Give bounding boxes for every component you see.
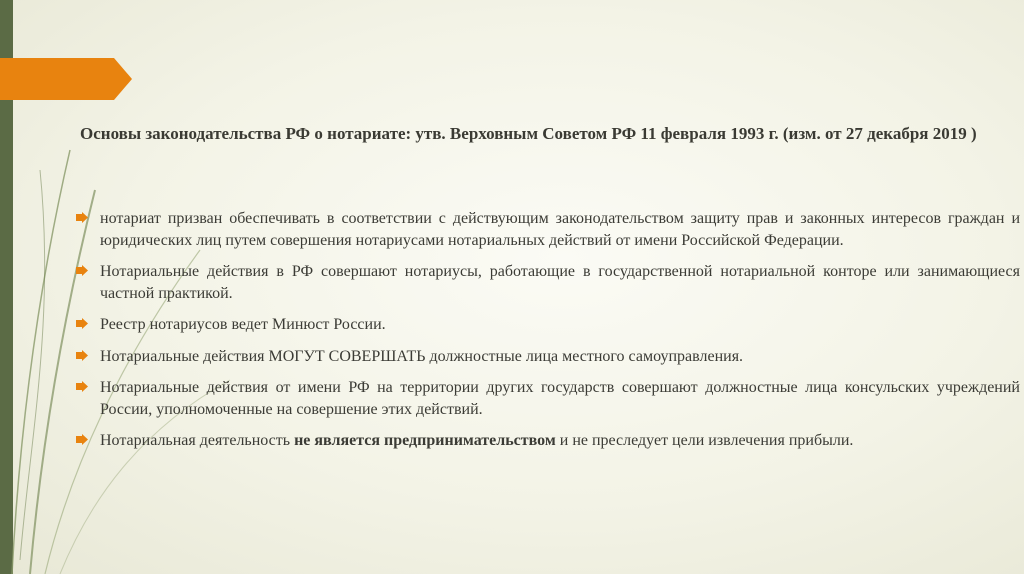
orange-arrow-icon xyxy=(76,265,88,276)
bullet-text: Нотариальные действия в РФ совершают нотариусы, работающие в государственной нотариальной конторе или занимающиеся частной практикой. xyxy=(100,263,1020,302)
slide-title: Основы законодательства РФ о нотариате: утв. Верховным Советом РФ 11 февраля 1993 г. (изм. от 27 декабря 2019 ) xyxy=(80,124,977,143)
list-item xyxy=(76,261,1020,304)
orange-arrow-icon xyxy=(76,212,88,223)
orange-arrow-icon xyxy=(76,350,88,361)
bullet-text: Нотариальные действия от имени РФ на территории других государств совершают должностные лица консульских учреждений России, уполномоченные на совершение этих действий. xyxy=(100,379,1020,418)
orange-arrow-icon xyxy=(76,434,88,445)
orange-arrow-icon xyxy=(76,381,88,392)
bullet-text-suffix: и не преследует цели извлечения прибыли. xyxy=(555,432,854,449)
bullet-text: Нотариальные действия МОГУТ СОВЕРШАТЬ должностные лица местного самоуправления. xyxy=(100,347,744,365)
bullet-text-bold: не является предпринимательством xyxy=(294,432,556,449)
list-item xyxy=(76,208,1020,251)
bullet-text-prefix: Нотариальная деятельность xyxy=(100,432,295,449)
orange-arrow-icon xyxy=(76,318,88,329)
list-item xyxy=(76,346,1020,368)
list-item xyxy=(76,314,1020,336)
list-item xyxy=(76,430,1020,452)
orange-tab-shape xyxy=(0,58,132,100)
bullet-text: нотариат призван обеспечивать в соответствии с действующим законодательством защиту прав и законных интересов граждан и юридических лиц путем совершения нотариусами нотариальных действий от имени Российской Федерации. xyxy=(100,210,1020,249)
bullet-list xyxy=(76,208,1020,462)
list-item xyxy=(76,377,1020,420)
bullet-text: Реестр нотариусов ведет Минюст России. xyxy=(100,316,386,333)
